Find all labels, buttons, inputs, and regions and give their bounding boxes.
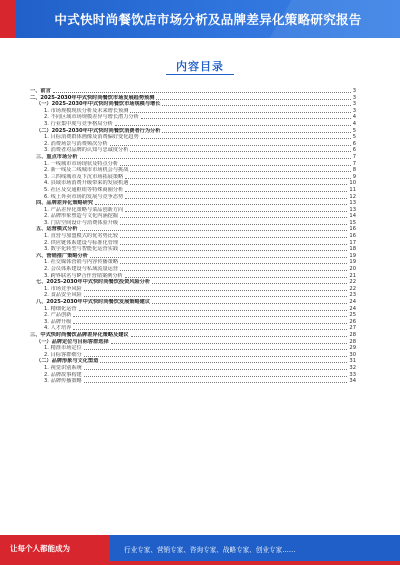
toc-entry-page-number: 6 [352, 140, 356, 147]
toc-entry-page-number: 24 [349, 305, 356, 312]
toc-entry-page-number: 9 [352, 173, 356, 180]
toc-leader-dots [100, 362, 347, 363]
toc-entry-page-number: 27 [349, 325, 356, 332]
toc-entry-label: 5. 社区及交通枢纽等特殊商圈分析 [44, 186, 124, 193]
toc-entry[interactable] [30, 200, 356, 207]
toc-leader-dots [79, 310, 348, 311]
toc-entry[interactable] [30, 233, 356, 240]
toc-entry[interactable] [30, 259, 356, 266]
toc-leader-dots [120, 244, 347, 245]
toc-entry-label: 1. 目标消费群体画像及消费偏好变化趋势 [44, 134, 139, 141]
toc-entry-page-number: 34 [349, 378, 356, 385]
toc-leader-dots [120, 217, 347, 218]
toc-entry-label: 2. 食品安全风险 [44, 292, 82, 299]
toc-entry[interactable] [30, 147, 356, 154]
toc-entry[interactable] [30, 253, 356, 260]
toc-leader-dots [130, 151, 350, 152]
toc-entry-page-number: 33 [349, 371, 356, 378]
toc-leader-dots [152, 283, 347, 284]
toc-entry-label: 八、2025-2030年中式快时尚餐饮发展策略建议 [36, 299, 151, 305]
toc-leader-dots [84, 356, 348, 357]
toc-entry-page-number: 4 [352, 120, 356, 127]
toc-leader-dots [120, 224, 347, 225]
toc-entry-label: 1. 产品差异化策略与菜品创新方向 [44, 206, 124, 213]
toc-entry-page-number: 13 [349, 206, 356, 213]
toc-entry-label: 3. 消费者对品牌的认知与忠诚度分析 [44, 147, 129, 154]
toc-entry[interactable] [30, 226, 356, 233]
toc-leader-dots [120, 250, 347, 251]
toc-entry[interactable] [30, 352, 356, 359]
toc-entry-page-number: 8 [352, 167, 356, 174]
toc-entry-label: 1. 市场规模现状分析及未来增长预测 [44, 107, 129, 114]
toc-leader-dots [141, 138, 351, 139]
toc-entry-page-number: 29 [349, 345, 356, 352]
toc-entry-page-number: 3 [352, 107, 356, 114]
toc-entry[interactable] [30, 339, 356, 346]
toc-leader-dots [120, 270, 347, 271]
toc-entry-label: 2. 品牌形象塑造与文化内涵挖掘 [44, 213, 119, 220]
toc-entry-label: 七、2025-2030年中式快时尚餐饮投资风险分析 [36, 279, 151, 286]
toc-entry[interactable] [30, 312, 356, 319]
toc-entry[interactable] [30, 292, 356, 299]
toc-entry-label: 二、2025-2030年中式快时尚餐饮市场发展趋势预测 [30, 94, 155, 101]
toc-entry-page-number: 16 [349, 226, 356, 233]
toc-leader-dots [115, 125, 351, 126]
toc-entry-label: 1. 直营与加盟模式的优劣势比较 [44, 233, 119, 240]
toc-entry[interactable] [30, 161, 356, 168]
toc-entry-label: 一、前言 [30, 88, 51, 94]
toc-leader-dots [90, 257, 348, 258]
toc-entry-page-number: 3 [352, 101, 356, 108]
toc-entry-page-number: 22 [349, 279, 356, 286]
toc-entry-label: 1. 视觉识别系统 [44, 364, 82, 371]
toc-entry-page-number: 26 [349, 318, 356, 325]
toc-entry-label: 3. 三四线城市及下沉市场拓展策略 [44, 173, 124, 180]
toc-leader-dots [125, 191, 347, 192]
toc-entry[interactable] [30, 101, 356, 108]
toc-entry-page-number: 5 [352, 127, 356, 134]
toc-leader-dots [80, 230, 348, 231]
toc-entry-page-number: 13 [349, 200, 356, 207]
toc-entry-label: 4. 人才培养 [44, 325, 72, 332]
toc-entry-page-number: 21 [349, 272, 356, 279]
toc-entry-page-number: 6 [352, 147, 356, 154]
toc-entry-label: 6. 线上外卖市场的发展与竞争态势 [44, 193, 124, 200]
toc-leader-dots [84, 376, 348, 377]
toc-entry-page-number: 10 [349, 180, 356, 187]
toc-leader-dots [131, 336, 348, 337]
toc-entry-label: 五、运营模式分析 [36, 226, 78, 233]
toc-entry[interactable] [30, 306, 356, 313]
toc-entry[interactable] [30, 325, 356, 332]
toc-entry[interactable] [30, 167, 356, 174]
toc-entry-label: 1. 精准市场定位 [44, 345, 82, 352]
toc-entry-label: （二）品牌形象与文化塑造 [36, 358, 99, 365]
toc-entry[interactable] [30, 194, 356, 201]
toc-entry-label: 3. 品牌传播策略 [44, 378, 82, 385]
toc-entry[interactable] [30, 187, 356, 194]
toc-entry-page-number: 5 [352, 134, 356, 141]
toc-entry[interactable] [30, 345, 356, 352]
toc-leader-dots [84, 296, 348, 297]
toc-entry-label: 2. 新一线及二线城市市场机会与挑战 [44, 167, 129, 174]
toc-entry-page-number: 11 [349, 186, 356, 193]
toc-entry-label: 2. 会员体系建设与私域流量运营 [44, 266, 119, 273]
report-header-banner [0, 0, 400, 38]
toc-entry-label: 2. 目标客群细分 [44, 351, 82, 358]
toc-entry-label: 1. 市场竞争风险 [44, 285, 82, 292]
toc-entry-page-number: 31 [349, 358, 356, 365]
toc-entry[interactable] [30, 154, 356, 161]
toc-entry[interactable] [30, 114, 356, 121]
toc-entry-label: 3. 数字化转型与智能化运营实践 [44, 246, 119, 253]
toc-entry[interactable] [30, 134, 356, 141]
toc-leader-dots [120, 263, 347, 264]
toc-entry[interactable] [30, 174, 356, 181]
toc-entry-label: 四、品牌差异化策略研究 [36, 200, 94, 207]
toc-leader-dots [152, 303, 347, 304]
toc-leader-dots [130, 184, 347, 185]
toc-leader-dots [111, 343, 348, 344]
toc-leader-dots [53, 92, 351, 93]
toc-entry-label: 3. 行业集中度与竞争格局分析 [44, 120, 113, 127]
toc-entry[interactable] [30, 246, 356, 253]
toc-leader-dots [141, 118, 351, 119]
toc-entry[interactable] [30, 372, 356, 379]
toc-entry-label: 三、中式快时尚餐饮品牌差异化策略及建议 [30, 331, 129, 338]
toc-entry-label: （一）品牌定位与目标客群选择 [36, 338, 109, 345]
toc-leader-dots [73, 329, 347, 330]
toc-entry-page-number: 22 [349, 285, 356, 292]
toc-entry-page-number: 23 [349, 292, 356, 299]
toc-leader-dots [84, 369, 348, 370]
toc-entry-label: 1. 精细化运营 [44, 305, 77, 312]
toc-entry-page-number: 12 [349, 193, 356, 200]
toc-leader-dots [73, 323, 347, 324]
toc-entry-page-number: 7 [352, 160, 356, 167]
toc-entry[interactable] [30, 358, 356, 365]
toc-entry-label: 3. 跨界联名与IP合作营销案例分析 [44, 272, 123, 279]
toc-entry-label: 1. 社交媒体营销与内容传播策略 [44, 259, 119, 266]
toc-entry-label: （二）2025-2030年中式快时尚餐饮消费者行为分析 [36, 127, 161, 134]
toc-entry[interactable] [30, 128, 356, 135]
toc-entry-label: 3. 品牌升级 [44, 318, 72, 325]
toc-entry[interactable] [30, 220, 356, 227]
toc-entry-label: 1. 一线城市市场现状及特点分析 [44, 160, 119, 167]
toc-leader-dots [110, 145, 351, 146]
toc-leader-dots [120, 237, 347, 238]
toc-leader-dots [125, 198, 347, 199]
toc-entry-page-number: 3 [352, 88, 356, 94]
toc-entry[interactable] [30, 319, 356, 326]
toc-entry-page-number: 18 [349, 246, 356, 253]
toc-leader-dots [84, 290, 348, 291]
toc-entry-page-number: 28 [349, 338, 356, 345]
toc-heading-divider [166, 74, 234, 75]
toc-entry-page-number: 14 [349, 213, 356, 220]
toc-entry-page-number: 16 [349, 233, 356, 240]
toc-entry[interactable] [30, 266, 356, 273]
toc-entry[interactable] [30, 279, 356, 286]
table-of-contents [30, 88, 356, 385]
toc-leader-dots [162, 105, 350, 106]
toc-entry-page-number: 15 [349, 219, 356, 226]
toc-entry[interactable] [30, 121, 356, 128]
toc-entry-page-number: 20 [349, 266, 356, 273]
toc-leader-dots [156, 99, 350, 100]
report-title: 中式快时尚餐饮店市场分析及品牌差异化策略研究报告 [54, 12, 362, 27]
toc-leader-dots [125, 211, 347, 212]
toc-entry[interactable] [30, 365, 356, 372]
toc-entry[interactable] [30, 213, 356, 220]
footer-tagline: 行业专家、营销专家、咨询专家、战略专家、创业专家…… [124, 546, 296, 554]
toc-entry-page-number: 4 [352, 114, 356, 121]
toc-entry-page-number: 7 [352, 153, 356, 160]
toc-leader-dots [84, 382, 348, 383]
toc-entry-label: 2. 供应链体系建设与标准化管理 [44, 239, 119, 246]
toc-entry-page-number: 28 [349, 331, 356, 338]
toc-entry[interactable] [30, 180, 356, 187]
toc-entry[interactable] [30, 240, 356, 247]
toc-leader-dots [73, 316, 347, 317]
toc-leader-dots [95, 204, 347, 205]
toc-heading: 内容目录 [176, 60, 224, 73]
toc-leader-dots [130, 171, 350, 172]
toc-entry-label: 2. 品牌故事构建 [44, 371, 82, 378]
toc-entry-label: 三、重点市场分析 [36, 153, 78, 160]
toc-leader-dots [130, 112, 350, 113]
toc-entry-page-number: 30 [349, 351, 356, 358]
toc-leader-dots [84, 349, 348, 350]
toc-entry-page-number: 24 [349, 299, 356, 305]
toc-entry-label: 2. 消费场景与消费频次分析 [44, 140, 108, 147]
toc-leader-dots [80, 158, 351, 159]
toc-entry[interactable] [30, 332, 356, 339]
toc-entry-page-number: 19 [349, 259, 356, 266]
toc-entry[interactable] [30, 273, 356, 280]
toc-entry-page-number: 19 [349, 252, 356, 259]
toc-entry[interactable] [30, 207, 356, 214]
toc-leader-dots [162, 132, 350, 133]
toc-entry[interactable] [30, 286, 356, 293]
toc-entry[interactable] [30, 378, 356, 385]
toc-entry-label: 2. 产品创新 [44, 312, 72, 319]
toc-leader-dots [120, 165, 351, 166]
toc-entry-label: 3. 门店空间设计与消费体验升级 [44, 219, 119, 226]
toc-entry[interactable] [30, 141, 356, 148]
footer-slogan: 让每个人都能成为 [10, 544, 70, 553]
toc-entry[interactable] [30, 108, 356, 115]
toc-entry-page-number: 3 [352, 94, 356, 101]
toc-entry-page-number: 25 [349, 312, 356, 319]
toc-entry[interactable] [30, 95, 356, 102]
toc-entry-page-number: 32 [349, 364, 356, 371]
toc-entry[interactable] [30, 299, 356, 306]
toc-leader-dots [125, 178, 350, 179]
toc-entry-label: 4. 县域市场消费升级带来的发展机遇 [44, 180, 129, 187]
toc-entry-page-number: 17 [349, 239, 356, 246]
toc-leader-dots [125, 277, 348, 278]
toc-entry-label: 2. 不同区域市场规模差异与增长潜力分析 [44, 114, 139, 121]
toc-entry-label: （一）2025-2030年中式快时尚餐饮市场规模与增长 [36, 101, 161, 108]
toc-entry-label: 六、营销推广策略分析 [36, 252, 88, 259]
toc-entry[interactable] [30, 88, 356, 95]
page-footer [0, 535, 400, 565]
